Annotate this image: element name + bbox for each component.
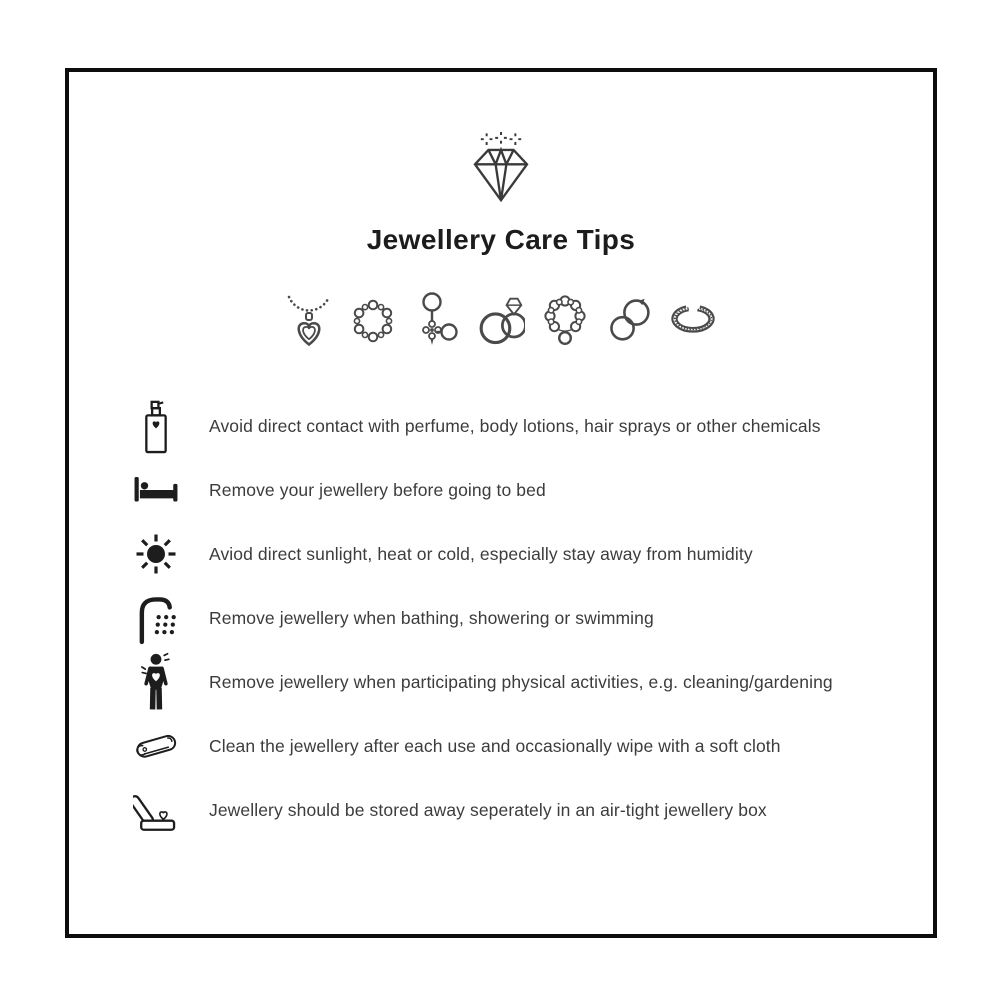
tip-text: Aviod direct sunlight, heat or cold, especially stay away from humidity — [209, 543, 753, 564]
jewellery-box-icon — [133, 784, 179, 836]
diamond-sparkles-icon — [472, 132, 530, 202]
tip-row — [133, 522, 913, 586]
beaded-bracelet-icon — [349, 290, 397, 348]
stud-earrings-icon — [413, 290, 461, 348]
interlocked-rings-icon — [477, 290, 525, 348]
tip-text: Jewellery should be stored away seperately in an air-tight jewellery box — [209, 799, 767, 820]
beaded-necklace-icon — [541, 290, 589, 348]
tip-text: Remove your jewellery before going to bed — [209, 479, 546, 500]
tip-row — [133, 458, 913, 522]
heart-pendant-necklace-icon — [285, 290, 333, 348]
tip-text: Remove jewellery when bathing, showering or swimming — [209, 607, 654, 628]
tip-row — [133, 778, 913, 842]
tip-row — [133, 714, 913, 778]
tip-text: Remove jewellery when participating physical activities, e.g. cleaning/gardening — [209, 671, 833, 692]
hoop-earrings-icon — [605, 290, 653, 348]
tip-text: Avoid direct contact with perfume, body lotions, hair sprays or other chemicals — [209, 415, 821, 436]
sun-icon — [133, 532, 179, 576]
shower-icon — [133, 588, 179, 648]
perfume-spray-bottle-icon — [133, 398, 179, 454]
tip-row — [133, 394, 913, 458]
soft-cloth-icon — [133, 725, 179, 767]
cuff-bangle-icon — [669, 290, 717, 348]
care-tips-list — [133, 394, 913, 842]
exercising-person-icon — [133, 652, 179, 712]
bed-icon — [133, 471, 179, 509]
page-title: Jewellery Care Tips — [366, 224, 636, 255]
tip-row — [133, 650, 913, 714]
tip-text: Clean the jewellery after each use and occasionally wipe with a soft cloth — [209, 735, 781, 756]
tip-row — [133, 586, 913, 650]
card-border-frame — [65, 68, 937, 938]
jewellery-icon-row — [69, 290, 933, 348]
